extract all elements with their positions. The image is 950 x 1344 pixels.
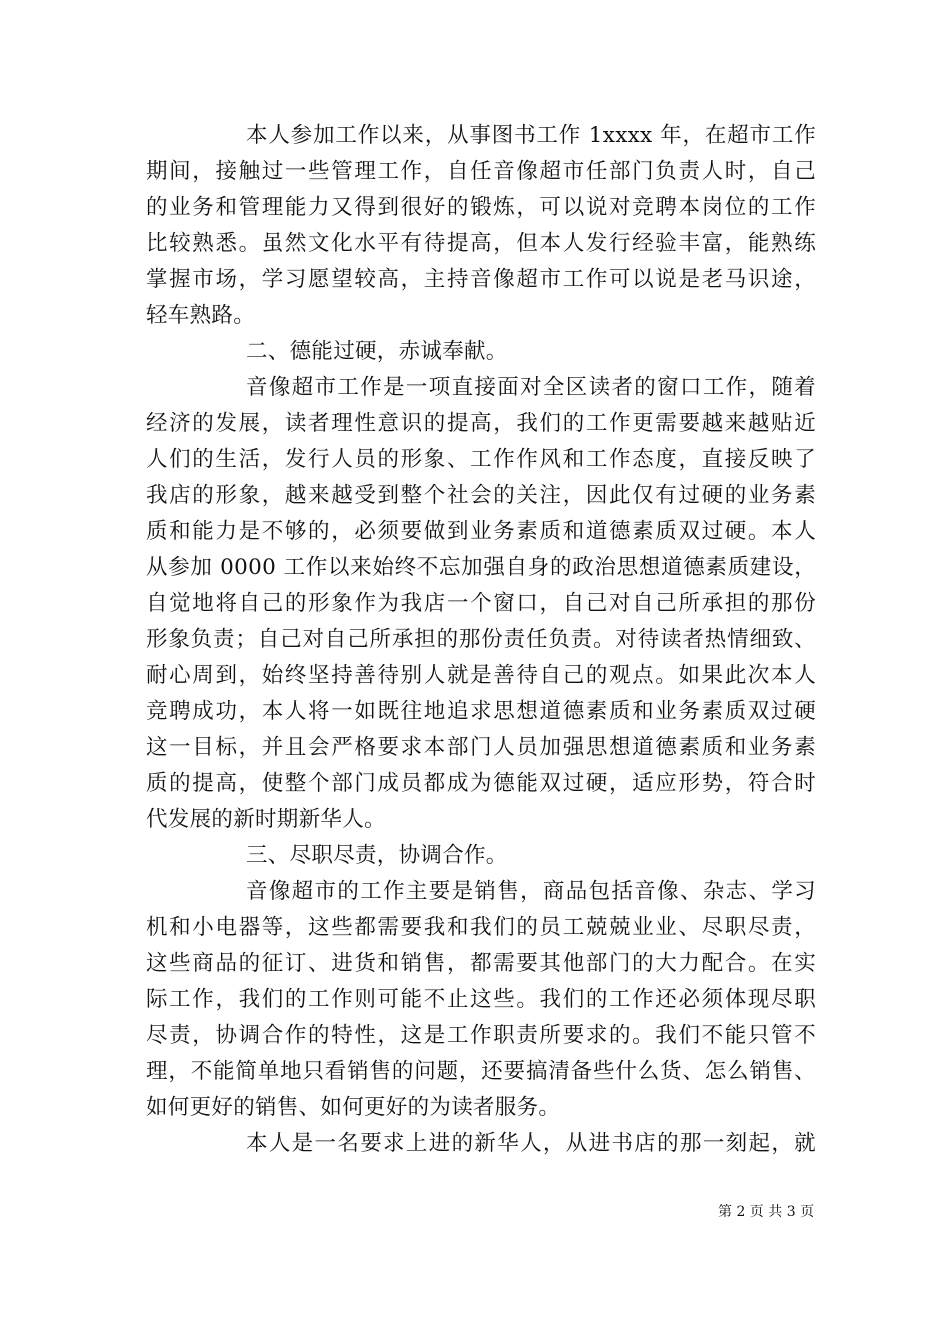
body-text-line: 这些商品的征订、进货和销售，都需要其他部门的大力配合。在实	[146, 951, 816, 976]
body-text-line: 本人是一名要求上进的新华人，从进书店的那一刻起，就	[246, 1131, 816, 1156]
body-text-line: 从参加 0000 工作以来始终不忘加强自身的政治思想道德素质建设，	[146, 555, 816, 580]
body-text-line: 掌握市场，学习愿望较高，主持音像超市工作可以说是老马识途，	[146, 267, 816, 292]
body-text-line: 自觉地将自己的形象作为我店一个窗口，自己对自己所承担的那份	[146, 591, 816, 616]
body-text-line: 音像超市工作是一项直接面对全区读者的窗口工作，随着	[246, 375, 816, 400]
body-text-line: 竞聘成功，本人将一如既往地追求思想道德素质和业务素质双过硬	[146, 699, 816, 724]
body-text-line: 耐心周到，始终坚持善待别人就是善待自己的观点。如果此次本人	[146, 663, 816, 688]
body-text-line: 这一目标，并且会严格要求本部门人员加强思想道德素质和业务素	[146, 735, 816, 760]
body-text-line: 机和小电器等，这些都需要我和我们的员工兢兢业业、尽职尽责，	[146, 915, 816, 940]
body-text-line: 期间，接触过一些管理工作，自任音像超市任部门负责人时，自己	[146, 159, 816, 184]
body-text-line: 质和能力是不够的，必须要做到业务素质和道德素质双过硬。本人	[146, 519, 816, 544]
body-text-line: 的业务和管理能力又得到很好的锻炼，可以说对竞聘本岗位的工作	[146, 195, 816, 220]
body-text-line: 音像超市的工作主要是销售，商品包括音像、杂志、学习	[246, 879, 816, 904]
section-heading: 三、尽职尽责，协调合作。	[246, 843, 508, 868]
body-text-line: 质的提高，使整个部门成员都成为德能双过硬，适应形势，符合时	[146, 771, 816, 796]
section-heading: 二、德能过硬，赤诚奉献。	[246, 339, 508, 364]
body-text-line: 人们的生活，发行人员的形象、工作作风和工作态度，直接反映了	[146, 447, 816, 472]
body-text-line: 经济的发展，读者理性意识的提高，我们的工作更需要越来越贴近	[146, 411, 816, 436]
body-text-line: 轻车熟路。	[146, 303, 256, 328]
body-text-line: 我店的形象，越来越受到整个社会的关注，因此仅有过硬的业务素	[146, 483, 816, 508]
page-number: 第 2 页 共 3 页	[718, 1204, 815, 1220]
body-text-line: 代发展的新时期新华人。	[146, 807, 386, 832]
body-text-line: 尽责，协调合作的特性，这是工作职责所要求的。我们不能只管不	[146, 1023, 816, 1048]
body-text-line: 际工作，我们的工作则可能不止这些。我们的工作还必须体现尽职	[146, 987, 816, 1012]
body-text-line: 比较熟悉。虽然文化水平有待提高，但本人发行经验丰富，能熟练	[146, 231, 816, 256]
body-text-line: 理，不能简单地只看销售的问题，还要搞清备些什么货、怎么销售、	[146, 1059, 816, 1084]
body-text-line: 如何更好的销售、如何更好的为读者服务。	[146, 1095, 561, 1120]
body-text-line: 本人参加工作以来，从事图书工作 1xxxx 年，在超市工作	[246, 123, 816, 148]
body-text-line: 形象负责；自己对自己所承担的那份责任负责。对待读者热情细致、	[146, 627, 816, 652]
